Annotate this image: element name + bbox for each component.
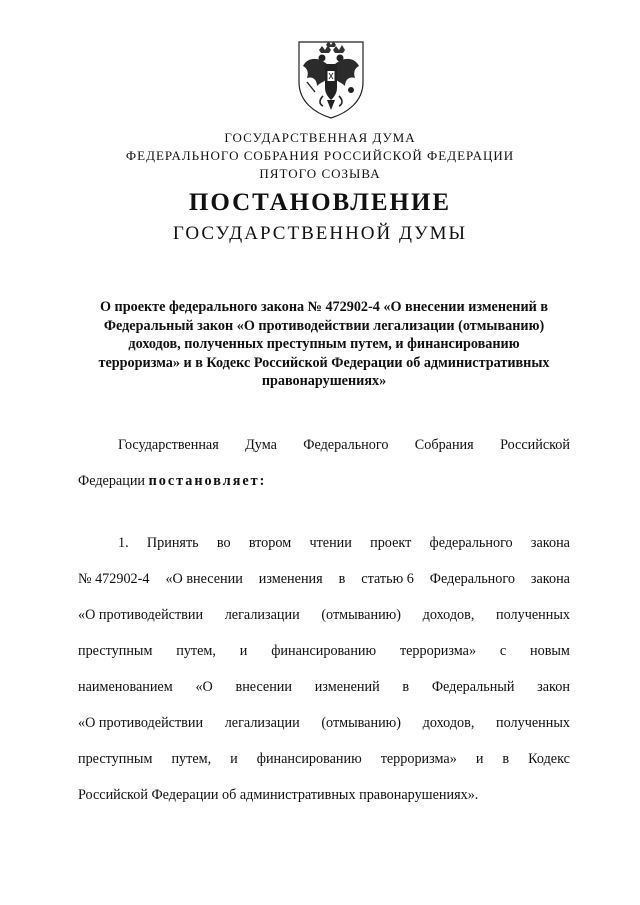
word: доходов, xyxy=(422,715,475,731)
word: № 472902-4 xyxy=(78,571,150,587)
word: в xyxy=(502,751,510,767)
clause-line xyxy=(78,569,570,605)
word: «О внесении xyxy=(165,571,243,587)
subject-line: О проекте федерального закона № 472902-4 «О внесении изменений в xyxy=(99,299,549,315)
word: проект xyxy=(370,535,412,551)
word: Государственная xyxy=(118,437,219,453)
header-line-2: ФЕДЕРАЛЬНОГО СОБРАНИЯ РОССИЙСКОЙ ФЕДЕРАЦИИ xyxy=(125,148,515,163)
preamble-line-1 xyxy=(78,435,570,471)
word: закона xyxy=(530,535,570,551)
word: доходов, xyxy=(422,607,475,623)
subject-line: доходов, полученных преступным путем, и финансированию xyxy=(128,336,520,352)
word: закона xyxy=(530,571,570,587)
word: полученных xyxy=(496,607,570,623)
word: легализации xyxy=(224,607,300,623)
preamble-line-2 xyxy=(78,471,570,507)
clause-last-line: Российской Федерации об административных правонарушениях». xyxy=(78,787,479,803)
word: полученных xyxy=(496,715,570,731)
word: во xyxy=(216,535,231,551)
resolves-word: постановляет: xyxy=(148,473,267,489)
word: терроризма» xyxy=(380,751,457,767)
word: новым xyxy=(530,643,570,659)
clause-line xyxy=(78,605,570,641)
word: 1. xyxy=(118,535,129,551)
word: внесении xyxy=(235,679,292,695)
subject-line: терроризма» и в Кодекс Российской Федерации об административных xyxy=(98,354,550,371)
word: изменений xyxy=(314,679,380,695)
word: Российской xyxy=(500,437,570,453)
word: легализации xyxy=(224,715,300,731)
word: втором xyxy=(248,535,292,551)
word: и xyxy=(475,751,484,767)
clause-line xyxy=(78,713,570,749)
word: путем, xyxy=(171,751,212,767)
clause-line xyxy=(78,533,570,569)
document-title: ПОСТАНОВЛЕНИЕ xyxy=(188,189,452,216)
word: путем, xyxy=(176,643,216,659)
word: терроризма» xyxy=(399,643,477,659)
clause-line xyxy=(78,749,570,785)
word: статью 6 xyxy=(361,571,414,587)
preamble-text: Федерации xyxy=(78,473,149,489)
word: изменения xyxy=(258,571,323,587)
word: Принять xyxy=(146,535,199,551)
resolution-subject xyxy=(78,298,570,391)
clause-line xyxy=(78,677,570,713)
word: Кодекс xyxy=(528,751,570,767)
word: «О xyxy=(195,679,213,695)
word: Собрания xyxy=(414,437,474,453)
word: с xyxy=(499,643,507,659)
word: «О противодействии xyxy=(78,607,204,623)
clause-line xyxy=(78,641,570,677)
word: Федерального xyxy=(303,437,389,453)
word: (отмыванию) xyxy=(321,607,401,623)
word: преступным xyxy=(78,643,153,659)
word: преступным xyxy=(78,751,153,767)
word: чтении xyxy=(309,535,352,551)
clause-line xyxy=(78,785,570,821)
subject-line: Федеральный закон «О противодействии легализации (отмыванию) xyxy=(103,317,545,334)
word: наименованием xyxy=(78,679,173,695)
word: финансированию xyxy=(271,643,377,659)
word: и xyxy=(239,643,248,659)
word: в xyxy=(402,679,410,695)
coat-of-arms-icon xyxy=(293,38,369,120)
header-line-1: ГОСУДАРСТВЕННАЯ ДУМА xyxy=(224,130,416,145)
word: закон xyxy=(537,679,570,695)
subject-line: правонарушениях» xyxy=(261,373,387,389)
header-line-3: ПЯТОГО СОЗЫВА xyxy=(259,166,381,181)
document-subtitle: ГОСУДАРСТВЕННОЙ ДУМЫ xyxy=(172,223,468,244)
clause-1 xyxy=(78,533,570,821)
word: финансированию xyxy=(256,751,362,767)
word: федерального xyxy=(429,535,513,551)
word: «О противодействии xyxy=(78,715,204,731)
word: и xyxy=(230,751,238,767)
word: Дума xyxy=(245,437,277,453)
word: Федерального xyxy=(429,571,515,587)
word: (отмыванию) xyxy=(321,715,401,731)
word: в xyxy=(338,571,346,587)
word: Федеральный xyxy=(431,679,515,695)
preamble-paragraph xyxy=(78,435,570,507)
